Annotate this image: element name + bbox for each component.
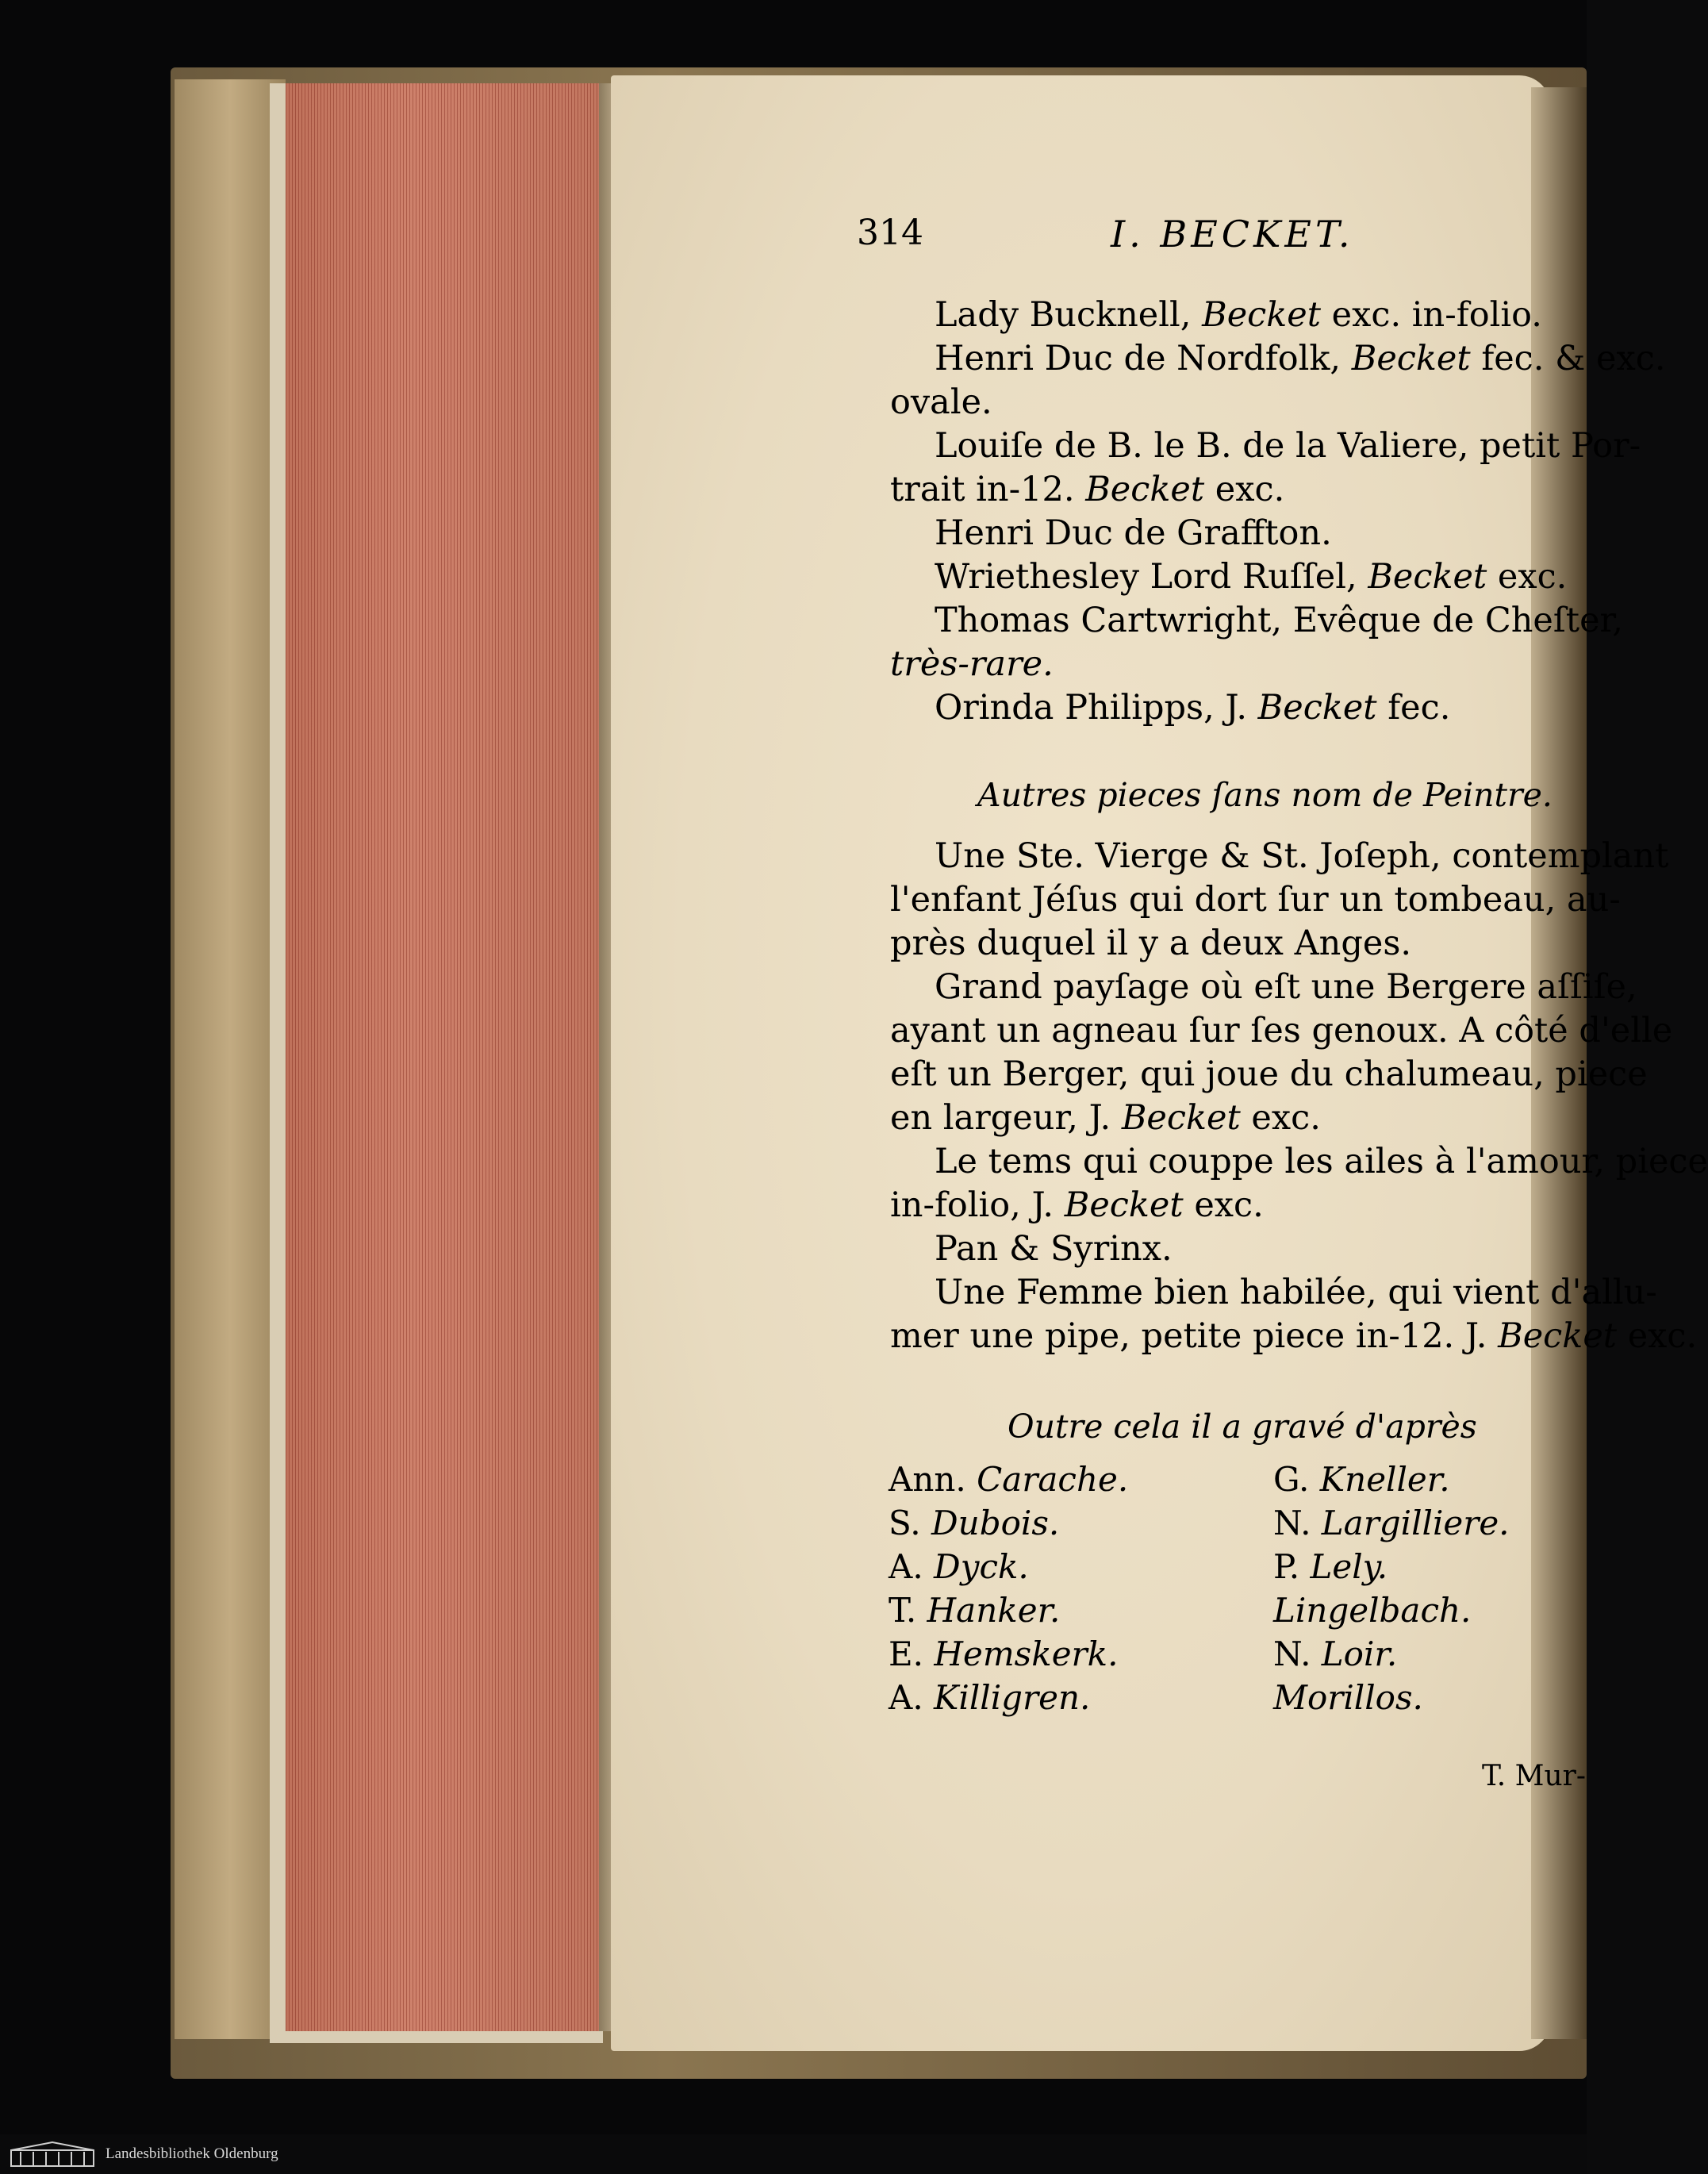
artist-entry [1273,1634,1397,1673]
text-line [890,1227,1173,1270]
text-run: exc. [1487,557,1568,597]
text-line [890,1140,1708,1183]
cover-board-edge [175,79,286,2039]
text-line [890,294,1542,336]
text-run: Orinda Philipps, J. [935,688,1258,728]
artist-entry [889,1460,1128,1499]
text-line [890,1315,1697,1358]
text-run: Lady Bucknell, [935,295,1203,335]
text-run: in-folio, J. [890,1185,1065,1225]
artist-entry [889,1591,1060,1630]
section-heading-engraved-after: Outre cela il a gravé d'après [1008,1408,1477,1446]
text-line [890,878,1621,921]
text-run: Wriethesley Lord Ruſſel, [935,557,1368,597]
artist-name: Kneller. [1319,1460,1450,1499]
artist-name: Lingelbach. [1273,1591,1472,1630]
artist-initial: A. [889,1547,935,1586]
artist-initial: N. [1273,1504,1322,1542]
text-run: eſt un Berger, qui joue du chalumeau, piece [890,1054,1648,1094]
text-line [890,1184,1264,1227]
text-run: Louiſe de B. le B. de la Valiere, petit Por- [935,426,1641,466]
artist-entry [1273,1547,1388,1586]
catchword: T. Mur- [1482,1760,1587,1792]
artist-initial: S. [889,1504,931,1542]
text-line [890,555,1567,598]
italic-name: Becket [1368,557,1487,597]
artist-name: Loir. [1321,1634,1398,1673]
text-run: Une Femme bien habilée, qui vient d'allu- [935,1273,1657,1312]
text-line [890,1009,1672,1052]
text-line [890,1053,1648,1096]
italic-name: Becket [1085,470,1205,509]
artist-initial: G. [1273,1460,1320,1499]
text-line [890,381,992,424]
artist-name: Killigren. [934,1678,1091,1717]
text-run: ovale. [890,382,992,422]
text-run: fec. [1376,688,1451,728]
text-run: Grand payſage où eſt une Bergere aſſiſe, [935,967,1637,1007]
text-line [890,468,1284,511]
artist-entry [1273,1460,1450,1499]
text-run: exc. [1617,1316,1698,1356]
artist-initial: Ann. [889,1460,977,1499]
text-run: Pan & Syrinx. [935,1229,1173,1269]
artist-name: Largilliere. [1321,1504,1510,1542]
text-run: Henri Duc de Nordfolk, [935,339,1352,378]
artist-name: Dyck. [934,1547,1029,1586]
text-line [890,686,1450,729]
artist-name: Morillos. [1273,1678,1423,1717]
italic-name: Becket [1498,1316,1618,1356]
text-run: près duquel il y a deux Anges. [890,924,1412,963]
artist-entry [889,1678,1090,1717]
artist-initial: A. [889,1678,935,1717]
artist-initial: E. [889,1634,935,1673]
text-run: mer une pipe, petite piece in-12. J. [890,1316,1499,1356]
text-line [890,643,1054,686]
text-line [890,1097,1321,1139]
footer-bar [0,2134,1587,2174]
footer-library-name: Landesbibliothek Oldenburg [106,2145,278,2162]
text-run: Une Ste. Vierge & St. Joſeph, contemplant [935,836,1669,876]
italic-name: Becket [1202,295,1322,335]
text-line [890,337,1666,380]
running-title: I. BECKET. [1111,213,1354,255]
red-page-edges [286,83,599,2031]
text-line [890,835,1668,878]
italic-name: Becket [1064,1185,1184,1225]
artist-name: Hanker. [927,1591,1061,1630]
text-line [890,424,1641,467]
text-run: fec. & exc. [1470,339,1666,378]
artist-initial: T. [889,1591,927,1630]
italic-name: très-rare. [890,644,1054,684]
artist-entry [1273,1504,1510,1542]
text-line [890,512,1332,555]
text-run: exc. [1204,470,1285,509]
artist-entry [1273,1591,1471,1630]
artist-entry [889,1547,1029,1586]
artist-initial: P. [1273,1547,1311,1586]
artist-name: Lely. [1310,1547,1388,1586]
text-run: exc. in-folio. [1321,295,1542,335]
artist-name: Carache. [977,1460,1129,1499]
text-run: Le tems qui couppe les ailes à l'amour, piece [935,1142,1708,1181]
text-run: ayant un agneau ſur ſes genoux. A côté d'elle [890,1011,1673,1051]
text-run: l'enfant Jéſus qui dort ſur un tombeau, au- [890,880,1621,920]
text-line [890,966,1637,1008]
section-heading-untitled-pieces: Autres pieces ſans nom de Peintre. [977,776,1553,814]
text-line [890,599,1623,642]
text-run: en largeur, J. [890,1098,1122,1138]
text-run: Henri Duc de Graffton. [935,513,1332,553]
page-number: 314 [857,213,923,253]
artist-name: Dubois. [931,1504,1060,1542]
artist-entry [889,1504,1059,1542]
italic-name: Becket [1121,1098,1241,1138]
italic-name: Becket [1351,339,1471,378]
text-line [890,1271,1657,1314]
artist-name: Hemskerk. [934,1634,1119,1673]
page-header [857,213,1555,260]
artist-entry [889,1634,1118,1673]
text-run: Thomas Cartwright, Evêque de Cheſter, [935,601,1624,640]
artist-entry [1273,1678,1423,1717]
text-run: exc. [1183,1185,1264,1225]
text-run: exc. [1240,1098,1321,1138]
italic-name: Becket [1257,688,1377,728]
library-building-icon [10,2141,95,2168]
text-run: trait in-12. [890,470,1086,509]
text-line [890,922,1411,965]
artist-initial: N. [1273,1634,1322,1673]
